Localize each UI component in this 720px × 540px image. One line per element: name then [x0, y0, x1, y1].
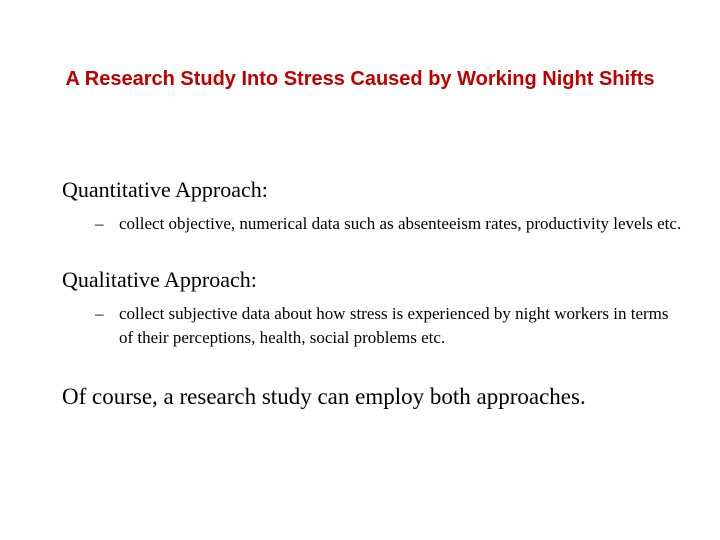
bullet-dash: –	[95, 304, 104, 323]
section-heading: Qualitative Approach:	[62, 267, 257, 292]
bullet-dash: –	[95, 214, 104, 233]
bullet-item	[62, 212, 682, 236]
slide-body	[62, 176, 682, 434]
bullet-text: collect objective, numerical data such as absenteeism rates, productivity levels etc.	[119, 214, 682, 233]
section-heading: Quantitative Approach:	[62, 177, 268, 202]
bullet-item	[62, 302, 682, 350]
closing-statement: Of course, a research study can employ both approaches.	[62, 384, 586, 409]
bullet-text: collect subjective data about how stress is experienced by night workers in terms of their perceptions, health, social problems etc.	[119, 304, 669, 347]
slide-title: A Research Study Into Stress Caused by Working Night Shifts	[65, 68, 655, 90]
section-quantitative	[62, 176, 682, 236]
section-qualitative	[62, 266, 682, 350]
